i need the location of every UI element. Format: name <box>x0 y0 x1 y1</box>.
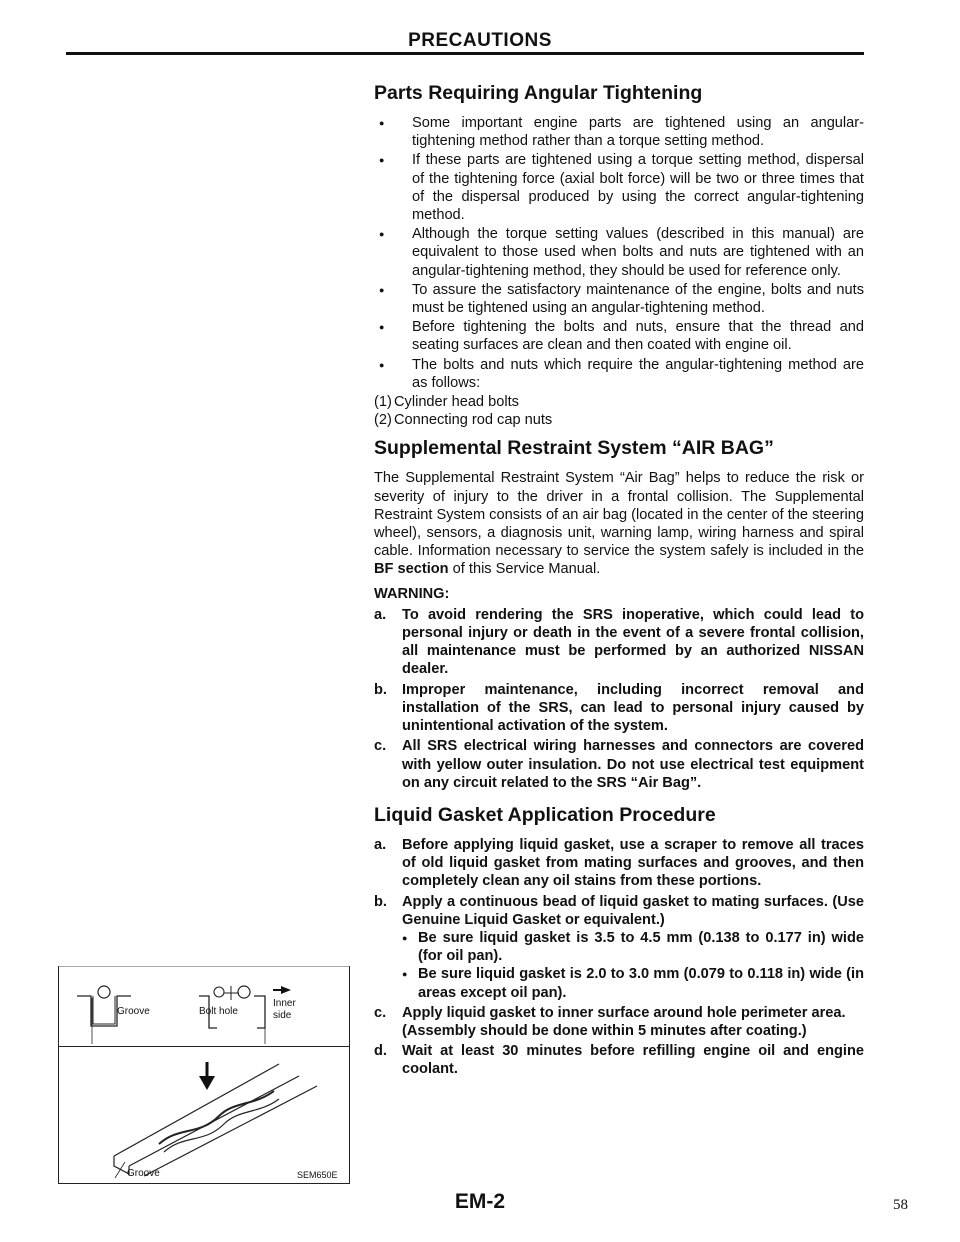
section-title-airbag: Supplemental Restraint System “AIR BAG” <box>374 437 774 460</box>
label-inner: Inner <box>273 998 296 1009</box>
item-text: Cylinder head bolts <box>394 394 519 411</box>
bullet-item: ● If these parts are tightened using a torque setting method, dispersal of the tightening force (axial bolt force) will be two or three times that of the dispersal produced by using the correct angular-tightening method. <box>368 151 864 224</box>
sub-bullet: ● Be sure liquid gasket is 3.5 to 4.5 mm (0.138 to 0.177 in) wide (for oil pan). <box>402 929 864 965</box>
step-text: Before applying liquid gasket, use a scraper to remove all traces of old liquid gasket from mating surfaces and grooves, and then completely clean any oil stains from these portions. <box>402 836 864 890</box>
airbag-paragraph <box>374 469 864 578</box>
step-letter: d. <box>374 1043 387 1060</box>
step-text: Wait at least 30 minutes before refilling engine oil and engine coolant. <box>402 1043 864 1078</box>
gasket-step <box>374 836 864 891</box>
label-groove-bottom: Groove <box>127 1168 160 1179</box>
numbered-item <box>368 393 864 411</box>
label-side: side <box>273 1010 292 1021</box>
bullet-item: ● The bolts and nuts which require the angular-tightening method are as follows: <box>368 356 864 392</box>
section-title-gasket: Liquid Gasket Application Procedure <box>374 803 716 826</box>
item-number: (1) <box>374 394 392 411</box>
numbered-item <box>368 411 864 429</box>
gasket-diagram <box>59 966 349 1184</box>
airbag-text-end: of this Service Manual. <box>452 561 601 578</box>
bullet-item: ● Before tightening the bolts and nuts, ensure that the thread and seating surfaces are clean and then coated with engine oil. <box>368 318 864 354</box>
step-text: Apply liquid gasket to inner surface around hole perimeter area. <box>402 1004 846 1021</box>
step-letter: c. <box>374 1004 387 1021</box>
warning-letter: a. <box>374 606 387 623</box>
bf-section-ref: BF section <box>374 561 449 578</box>
gasket-step <box>374 893 864 1002</box>
warning-text: To avoid rendering the SRS inoperative, which could lead to personal injury or death in the event of a severe frontal collision, all maintenance must be performed by an authorized NISSAN dealer. <box>402 606 864 678</box>
item-number: (2) <box>374 412 392 429</box>
section-title-angular: Parts Requiring Angular Tightening <box>374 82 703 104</box>
bullet-item: ● To assure the satisfactory maintenance of the engine, bolts and nuts must be tightened using an angular-tightening method. <box>368 281 864 317</box>
main-column <box>368 78 864 1081</box>
warning-item <box>374 606 864 679</box>
page-number: 58 <box>893 1197 908 1213</box>
airbag-text: The Supplemental Restraint System “Air Bag” helps to reduce the risk or severity of injury to the driver in a frontal collision. The Supplemental Restraint System consists of an air bag (located in the center of the steering wheel), sensors, a diagnosis unit, warning lamp, wiring harness and spiral cable. Information necessary to service the system safely is included in the <box>374 470 864 560</box>
page-header-title: PRECAUTIONS <box>408 30 552 51</box>
warning-item <box>374 737 864 792</box>
warning-label: WARNING: <box>374 585 450 602</box>
gasket-step <box>374 1042 864 1078</box>
warning-text: Improper maintenance, including incorrect removal and installation of the SRS, can lead to personal injury caused by unintentional activation of the system. <box>402 681 864 735</box>
step-note: (Assembly should be done within 5 minutes after coating.) <box>402 1022 807 1039</box>
sub-bullet: ● Be sure liquid gasket is 2.0 to 3.0 mm (0.079 to 0.118 in) wide (in areas except oil pan). <box>402 965 864 1001</box>
gasket-step <box>374 1004 864 1040</box>
warning-letter: c. <box>374 738 387 755</box>
header-rule <box>66 52 864 55</box>
bullet-item: ● Some important engine parts are tightened using an angular-tightening method rather than a torque setting method. <box>368 114 864 150</box>
step-text: Apply a continuous bead of liquid gasket to mating surfaces. (Use Genuine Liquid Gasket or equivalent.) <box>402 893 864 928</box>
bullet-item: ● Although the torque setting values (described in this manual) are equivalent to those used when bolts and nuts are tightened with an angular-tightening method, they should be used for reference only. <box>368 225 864 280</box>
gasket-figure <box>58 966 350 1184</box>
warning-letter: b. <box>374 681 387 698</box>
item-text: Connecting rod cap nuts <box>394 412 553 429</box>
page-code: EM-2 <box>454 1190 506 1213</box>
label-bolt-hole: Bolt hole <box>199 1006 238 1017</box>
warning-text: All SRS electrical wiring harnesses and connectors are covered with yellow outer insulation. Do not use electrical test equipment on any circuit related to the SRS “Air Bag”. <box>402 738 864 791</box>
step-letter: b. <box>374 893 387 910</box>
label-groove-top: Groove <box>117 1006 150 1017</box>
figure-code: SEM650E <box>297 1170 338 1180</box>
step-letter: a. <box>374 836 387 853</box>
warning-item <box>374 681 864 736</box>
